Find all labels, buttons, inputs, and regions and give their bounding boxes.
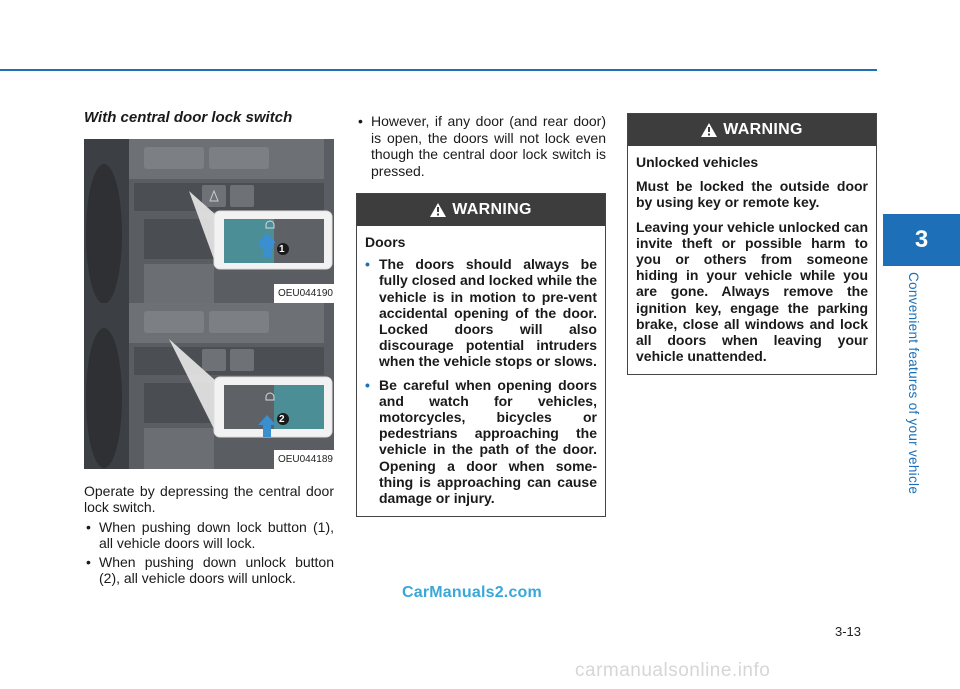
column-1 bbox=[84, 110, 334, 587]
dashboard-illustration-2 bbox=[84, 303, 334, 469]
site-watermark-link[interactable]: CarManuals2.com bbox=[402, 584, 542, 601]
intro-paragraph: Operate by depressing the central door lock switch. bbox=[84, 482, 334, 515]
warning-box-unlocked bbox=[627, 113, 877, 375]
list-item: • However, if any door (and rear door) is open, the doors will not lock even though the central door lock switch is pressed. bbox=[356, 113, 606, 179]
figure-lock-switch bbox=[84, 139, 334, 303]
warning-triangle-icon bbox=[701, 123, 717, 137]
warning-label: WARNING bbox=[723, 120, 803, 138]
list-item: • When pushing down unlock button (2), all vehicle doors will unlock. bbox=[84, 554, 334, 587]
list-item: • The doors should always be fully closed and locked while the vehicle is in motion to pre-vent accidental opening of the door. Locked doors will also discourage potential intruders when the vehicle stops or slows. bbox=[365, 256, 597, 369]
column-2 bbox=[356, 113, 606, 517]
door-open-note bbox=[356, 113, 606, 179]
warning-triangle-icon bbox=[430, 203, 446, 217]
header-rule bbox=[0, 69, 877, 71]
chapter-number-tab[interactable]: 3 bbox=[883, 214, 960, 266]
page-number: 3-13 bbox=[835, 624, 862, 639]
dashboard-illustration-1 bbox=[84, 139, 334, 303]
warning-header bbox=[357, 194, 605, 226]
chapter-sidebar bbox=[883, 214, 960, 514]
figure-code: OEU044190 bbox=[274, 284, 334, 303]
callout-2-label: 2 bbox=[279, 413, 285, 425]
warning-header bbox=[628, 114, 876, 146]
list-item: • Be careful when opening doors and watch for vehicles, motorcycles, bicycles or pedestrians approaching the vehicle in the path of the door. Opening a door when some-thing is approaching can cause damage or injury. bbox=[365, 377, 597, 507]
warning-subtitle: Doors bbox=[365, 234, 406, 250]
warning-body bbox=[357, 226, 605, 516]
warning-box-doors bbox=[356, 193, 606, 517]
section-heading: With central door lock switch bbox=[84, 109, 293, 126]
list-item: • When pushing down lock button (1), all vehicle doors will lock. bbox=[84, 519, 334, 552]
callout-1-label: 1 bbox=[279, 243, 285, 255]
warning-paragraph: Must be locked the outside door by using key or remote key. bbox=[636, 178, 868, 211]
chapter-title: Convenient features of your vehicle bbox=[906, 272, 921, 495]
column-3 bbox=[627, 113, 877, 375]
lock-bullets bbox=[84, 519, 334, 587]
warning-paragraph: Leaving your vehicle unlocked can invite theft or possible harm to you or others from someone hiding in your vehicle while you are gone. Always remove the ignition key, engage the parking brake, close all windows and lock all doors when leaving your vehicle unattended. bbox=[636, 218, 868, 365]
figure-unlock-switch bbox=[84, 303, 334, 469]
warning-subtitle: Unlocked vehicles bbox=[636, 154, 759, 170]
warning-body bbox=[628, 146, 876, 374]
footer-watermark: carmanualsonline.info bbox=[575, 660, 771, 681]
warning-list bbox=[365, 256, 597, 506]
warning-label: WARNING bbox=[452, 200, 532, 218]
figure-code: OEU044189 bbox=[274, 450, 334, 469]
